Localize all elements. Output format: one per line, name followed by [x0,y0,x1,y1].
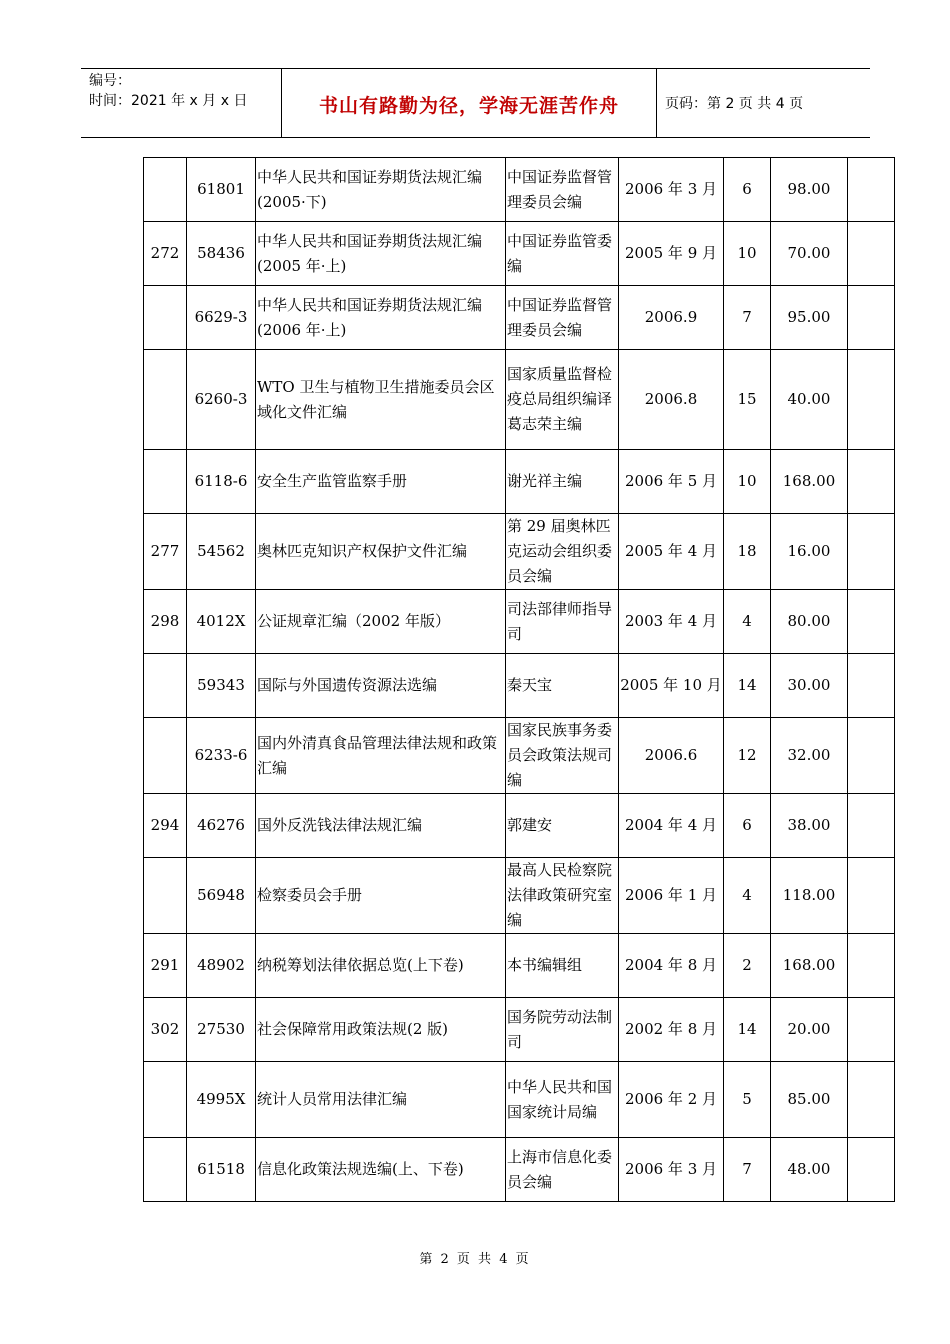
table-row [144,794,895,858]
table-row [144,1138,895,1202]
cell-seq: 298 [144,590,187,654]
cell-title: 公证规章汇编（2002 年版） [256,590,506,654]
cell-price: 48.00 [771,1138,848,1202]
cell-date: 2005 年 9 月 [619,222,724,286]
cell-code: 4995X [187,1062,256,1138]
cell-publisher: 国务院劳动法制司 [506,998,619,1062]
cell-price: 85.00 [771,1062,848,1138]
cell-publisher: 秦天宝 [506,654,619,718]
cell-title: 社会保障常用政策法规(2 版) [256,998,506,1062]
cell-publisher: 中国证券监管委编 [506,222,619,286]
header-motto: 书山有路勤为径，学海无涯苦作舟 [318,95,619,117]
table-row [144,158,895,222]
cell-date: 2006.6 [619,718,724,794]
cell-quantity: 15 [724,350,771,450]
cell-date: 2006 年 2 月 [619,1062,724,1138]
cell-publisher: 国家质量监督检疫总局组织编译 葛志荣主编 [506,350,619,450]
cell-note [848,222,895,286]
cell-publisher: 中国证券监督管理委员会编 [506,158,619,222]
cell-code: 48902 [187,934,256,998]
cell-publisher: 中国证券监督管理委员会编 [506,286,619,350]
cell-quantity: 6 [724,794,771,858]
cell-seq [144,1138,187,1202]
cell-seq [144,158,187,222]
cell-code: 6233-6 [187,718,256,794]
table-row [144,350,895,450]
cell-price: 30.00 [771,654,848,718]
cell-seq [144,286,187,350]
cell-seq: 291 [144,934,187,998]
cell-note [848,794,895,858]
cell-date: 2006 年 5 月 [619,450,724,514]
cell-quantity: 4 [724,590,771,654]
cell-date: 2006 年 3 月 [619,158,724,222]
table-row [144,450,895,514]
cell-price: 168.00 [771,934,848,998]
cell-price: 38.00 [771,794,848,858]
cell-note [848,1062,895,1138]
cell-note [848,286,895,350]
cell-price: 80.00 [771,590,848,654]
cell-price: 98.00 [771,158,848,222]
table-body [144,158,895,1202]
cell-quantity: 5 [724,1062,771,1138]
header-page-label: 页码：第 2 页 共 4 页 [665,96,804,112]
cell-date: 2006.9 [619,286,724,350]
table-row [144,590,895,654]
cell-code: 6629-3 [187,286,256,350]
cell-date: 2004 年 8 月 [619,934,724,998]
cell-quantity: 14 [724,998,771,1062]
cell-seq: 277 [144,514,187,590]
cell-seq [144,1062,187,1138]
cell-note [848,158,895,222]
cell-code: 58436 [187,222,256,286]
cell-code: 56948 [187,858,256,934]
page-footer: 第 2 页 共 4 页 [419,1252,531,1267]
cell-code: 4012X [187,590,256,654]
cell-note [848,450,895,514]
cell-date: 2002 年 8 月 [619,998,724,1062]
cell-date: 2006 年 1 月 [619,858,724,934]
header-meta-cell [81,69,282,137]
cell-date: 2005 年 10 月 [619,654,724,718]
cell-quantity: 7 [724,286,771,350]
cell-price: 118.00 [771,858,848,934]
cell-code: 27530 [187,998,256,1062]
cell-title: 中华人民共和国证券期货法规汇编(2006 年·上) [256,286,506,350]
cell-date: 2006.8 [619,350,724,450]
cell-title: 检察委员会手册 [256,858,506,934]
cell-seq: 294 [144,794,187,858]
cell-price: 168.00 [771,450,848,514]
cell-quantity: 12 [724,718,771,794]
cell-seq [144,350,187,450]
cell-note [848,998,895,1062]
cell-title: 国际与外国遗传资源法选编 [256,654,506,718]
cell-publisher: 本书编辑组 [506,934,619,998]
table-row [144,286,895,350]
table-row [144,222,895,286]
cell-quantity: 18 [724,514,771,590]
cell-title: 安全生产监管监察手册 [256,450,506,514]
cell-publisher: 中华人民共和国国家统计局编 [506,1062,619,1138]
cell-quantity: 6 [724,158,771,222]
table-row [144,654,895,718]
cell-date: 2005 年 4 月 [619,514,724,590]
cell-title: WTO 卫生与植物卫生措施委员会区域化文件汇编 [256,350,506,450]
cell-publisher: 郭建安 [506,794,619,858]
cell-publisher: 上海市信息化委员会编 [506,1138,619,1202]
cell-code: 6118-6 [187,450,256,514]
cell-seq: 272 [144,222,187,286]
cell-date: 2003 年 4 月 [619,590,724,654]
document-number-label: 编号： [89,73,131,89]
cell-price: 40.00 [771,350,848,450]
cell-note [848,654,895,718]
cell-publisher: 最高人民检察院法律政策研究室编 [506,858,619,934]
cell-seq: 302 [144,998,187,1062]
cell-price: 16.00 [771,514,848,590]
table-row [144,514,895,590]
book-list-table [143,157,895,1202]
document-header [81,68,870,138]
cell-seq [144,654,187,718]
cell-code: 61518 [187,1138,256,1202]
cell-quantity: 10 [724,450,771,514]
cell-title: 中华人民共和国证券期货法规汇编(2005·下) [256,158,506,222]
header-motto-cell [282,69,657,137]
cell-title: 奥林匹克知识产权保护文件汇编 [256,514,506,590]
cell-note [848,514,895,590]
cell-seq [144,450,187,514]
cell-code: 61801 [187,158,256,222]
cell-note [848,350,895,450]
cell-date: 2004 年 4 月 [619,794,724,858]
cell-title: 国内外清真食品管理法律法规和政策汇编 [256,718,506,794]
cell-note [848,590,895,654]
cell-quantity: 14 [724,654,771,718]
cell-quantity: 2 [724,934,771,998]
cell-code: 54562 [187,514,256,590]
cell-title: 信息化政策法规选编(上、下卷) [256,1138,506,1202]
cell-price: 20.00 [771,998,848,1062]
cell-publisher: 谢光祥主编 [506,450,619,514]
header-page-cell [657,69,870,137]
table-row [144,998,895,1062]
table-row [144,934,895,998]
cell-publisher: 司法部律师指导司 [506,590,619,654]
cell-note [848,858,895,934]
cell-price: 70.00 [771,222,848,286]
cell-quantity: 4 [724,858,771,934]
cell-title: 中华人民共和国证券期货法规汇编(2005 年·上) [256,222,506,286]
cell-note [848,718,895,794]
cell-price: 32.00 [771,718,848,794]
cell-title: 统计人员常用法律汇编 [256,1062,506,1138]
cell-code: 59343 [187,654,256,718]
document-time-label: 时间：2021 年 x 月 x 日 [89,93,248,109]
cell-publisher: 第 29 届奥林匹克运动会组织委员会编 [506,514,619,590]
cell-seq [144,858,187,934]
cell-code: 46276 [187,794,256,858]
table-row [144,858,895,934]
cell-price: 95.00 [771,286,848,350]
cell-seq [144,718,187,794]
table-row [144,1062,895,1138]
cell-quantity: 7 [724,1138,771,1202]
cell-title: 纳税筹划法律依据总览(上下卷) [256,934,506,998]
table-row [144,718,895,794]
cell-publisher: 国家民族事务委员会政策法规司编 [506,718,619,794]
cell-quantity: 10 [724,222,771,286]
cell-date: 2006 年 3 月 [619,1138,724,1202]
cell-note [848,934,895,998]
cell-code: 6260-3 [187,350,256,450]
cell-title: 国外反洗钱法律法规汇编 [256,794,506,858]
cell-note [848,1138,895,1202]
